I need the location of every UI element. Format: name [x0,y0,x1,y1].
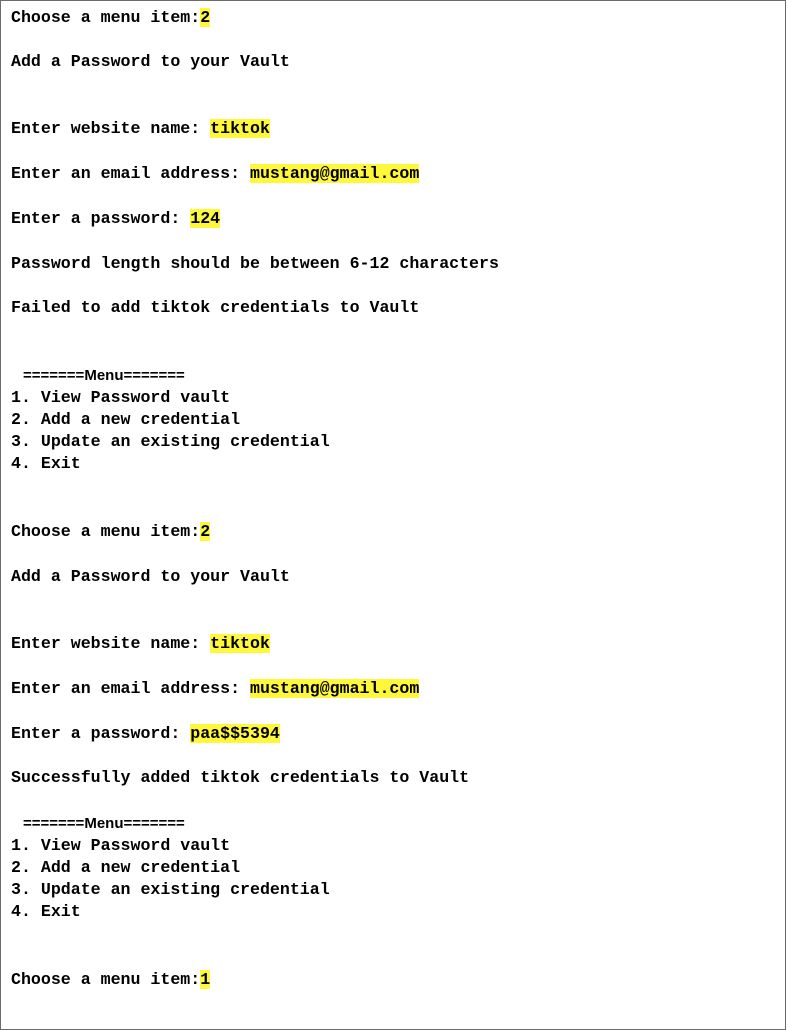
choose-menu-prompt: Choose a menu item: [11,8,201,27]
password-value: paa$$5394 [190,724,280,743]
menu-item: 4. Exit [11,902,81,921]
password-length-warning: Password length should be between 6-12 characters [11,254,499,273]
menu-item: 1. View Password vault [11,836,231,855]
password-prompt: Enter a password: [11,724,191,743]
menu-item: 1. View Password vault [11,388,231,407]
menu-title: =======Menu======= [23,815,185,832]
menu-item: 2. Add a new credential [11,858,241,877]
website-value: tiktok [210,119,270,138]
choose-menu-value: 1 [200,970,211,989]
choose-menu-prompt: Choose a menu item: [11,970,201,989]
menu-item: 3. Update an existing credential [11,880,330,899]
email-prompt: Enter an email address: [11,679,250,698]
email-line [11,678,419,700]
choose-menu-value: 2 [200,8,211,27]
website-prompt: Enter website name: [11,634,211,653]
website-line [11,633,270,655]
password-prompt: Enter a password: [11,209,191,228]
result-message: Failed to add tiktok credentials to Vault [11,298,420,317]
menu-item: 2. Add a new credential [11,410,241,429]
choose-menu-line [11,521,210,543]
website-value: tiktok [210,634,270,653]
add-password-header: Add a Password to your Vault [11,567,290,586]
email-value: mustang@gmail.com [250,679,420,698]
console-output [11,1,779,989]
website-prompt: Enter website name: [11,119,211,138]
password-value: 124 [190,209,221,228]
result-message: Successfully added tiktok credentials to Vault [11,768,470,787]
choose-menu-prompt: Choose a menu item: [11,522,201,541]
choose-menu-line [11,7,210,29]
add-password-header: Add a Password to your Vault [11,52,290,71]
email-value: mustang@gmail.com [250,164,420,183]
menu-item: 4. Exit [11,454,81,473]
menu-item: 3. Update an existing credential [11,432,330,451]
website-line [11,118,270,140]
password-line [11,208,220,230]
choose-menu-line [11,969,210,991]
email-line [11,163,419,185]
email-prompt: Enter an email address: [11,164,250,183]
choose-menu-value: 2 [200,522,211,541]
menu-title: =======Menu======= [23,367,185,384]
password-line [11,723,280,745]
